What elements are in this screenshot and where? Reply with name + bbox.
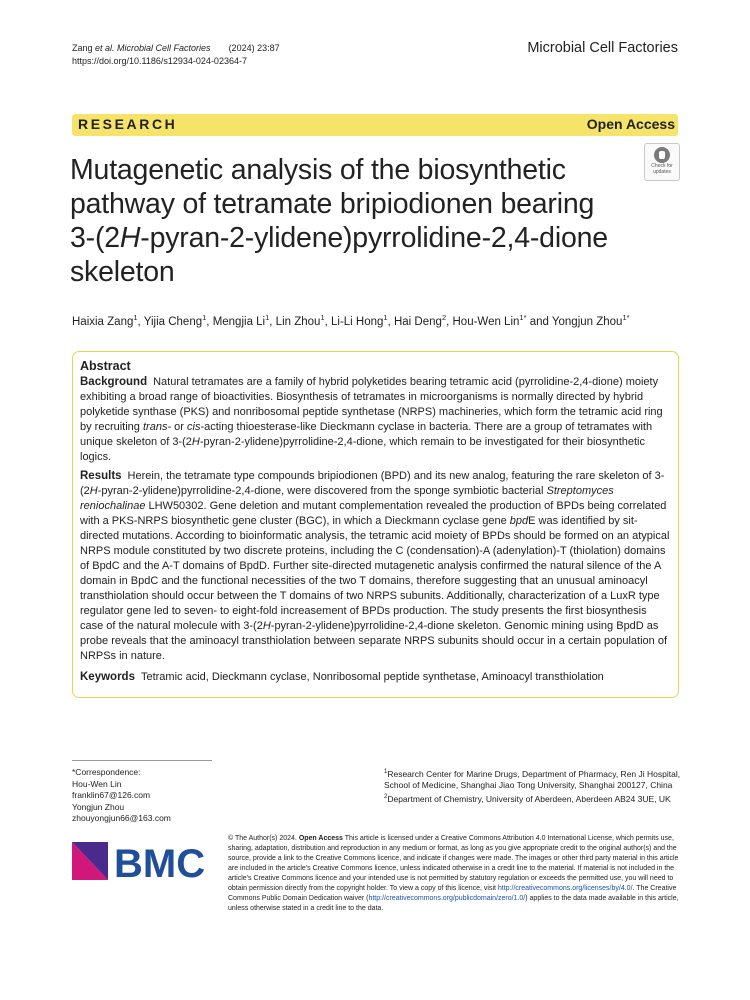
results-text: E was identified by sit-directed mutations. According to bioinformatic analysis, the tetramic acid moiety of BPDs should be formed on an atypical NRPS module constituted by two discrete proteins, including the C (condensation)-A (adenylation)-T (thiolation) domains of BpdC and the A-T domains of BpdD. Further site-directed mutagenetic analysis confirmed the natural silence of the A domain in BpdC and the functional necessities of the two T domains, therefore suggesting that an unusual aminoacyl transthiolation should occur between the T domains of two NRPS subunits. Additionally, characterization of a LuxR type regulator gene led to seven- to eight-fold increasement of BPDs production. The study presents the first biosynthesis case of the natural molecule with 3-(2 [80, 515, 670, 632]
license-link[interactable]: http://creativecommons.org/licenses/by/4.0/ [497, 885, 633, 892]
author: Li-Li Hong [331, 315, 384, 328]
title-line-3-post: -pyran-2-ylidene)pyrrolidine-2,4-dione [140, 222, 608, 254]
abstract-keywords [80, 670, 672, 685]
author-affil: 1 [383, 313, 388, 322]
background-label: Background [80, 376, 148, 388]
bmc-logo [72, 840, 212, 884]
license-text: ) applies to the data made available in this article, unless otherwise stated in a credit line to the data. [228, 895, 679, 912]
check-for-updates-badge[interactable] [644, 143, 680, 181]
open-access-label: Open Access [586, 116, 675, 132]
author: Yongjun Zhou [551, 315, 623, 328]
correspondence-label: *Correspondence: [72, 767, 141, 777]
results-italic: H [89, 485, 98, 497]
title-line-3-pre: 3-(2 [70, 222, 120, 254]
correspondence-email[interactable]: zhouyongjun66@163.com [72, 813, 171, 823]
affiliation-text: Research Center for Marine Drugs, Department of Pharmacy, Ren Ji Hospital, School of Medicine, Shanghai Jiao Tong University, Shanghai 200127, China [384, 768, 681, 791]
correspondence-name: Hou-Wen Lin [72, 778, 122, 789]
citation-year: (2024) 23:87 [228, 43, 280, 53]
keywords-label: Keywords [80, 671, 135, 683]
results-text: -pyran-2-ylidene)pyrrolidine-2,4-dione, were discovered from the sponge symbiotic bacterial [97, 485, 547, 497]
correspondence-name: Yongjun Zhou [72, 801, 125, 812]
running-header [72, 42, 280, 68]
affiliation-text: Department of Chemistry, University of Aberdeen, Aberdeen AB24 3UE, UK [387, 793, 671, 804]
background-italic: cis [187, 421, 201, 433]
author-affil: 1* [519, 313, 527, 322]
license-oa-label: Open Access [298, 835, 343, 842]
correspondence [72, 767, 171, 825]
license-copyright: © The Author(s) 2024. [228, 835, 297, 842]
license-text: . The Creative Commons Public Domain Dedication waiver ( [228, 885, 677, 902]
background-text: Natural tetramates are a family of hybrid polyketides bearing tetramic acid (pyrrolidine-2,4-dione) moiety exhibiting a broad range of bioactivities. Biosynthesis of tetramates in microorganisms is normally directed by hybrid polyketide synthase (PKS) and nonribosomal peptide synthetase (NRPS) machineries, which form the tetramic acid ring by recruiting [80, 376, 663, 433]
author: Hou-Wen Lin [452, 315, 520, 328]
title-line-2: pathway of tetramate bripiodionen bearing [70, 188, 595, 220]
check-for-updates-label: Check for updates [651, 163, 673, 175]
affiliation-number: 2 [384, 793, 388, 800]
title-line-3-italic: H [119, 222, 141, 254]
background-italic: trans- [142, 421, 172, 433]
citation-journal: et al. Microbial Cell Factories [95, 43, 211, 53]
footnote-divider [72, 760, 212, 761]
article-title [70, 153, 640, 289]
logo-text: BMC [114, 842, 206, 884]
author-affil: 1 [265, 313, 270, 322]
author: Yijia Cheng [143, 315, 203, 328]
author: Haixia Zang [72, 315, 134, 328]
citation-authors: Zang [72, 43, 96, 53]
crossmark-icon [654, 147, 670, 163]
background-italic: H [191, 436, 200, 448]
results-italic: H [262, 620, 271, 632]
authors-and: and [529, 315, 549, 328]
results-italic: bpd [509, 515, 529, 527]
affiliation [384, 792, 684, 805]
background-text: -pyran-2-ylidene)pyrrolidine-2,4-dione, which remain to be investigated for their biosynthetic logics. [80, 436, 645, 463]
correspondence-email[interactable]: franklin67@126.com [72, 790, 151, 800]
journal-name: Microbial Cell Factories [527, 40, 678, 56]
results-label: Results [80, 470, 122, 482]
results-text: -pyran-2-ylidene)pyrrolidine-2,4-dione skeleton. Genomic mining using BpdD as probe reveals that the aminoacyl transthiolation between separate NRPS subunits should occur in a certain population of NRPSs in nature. [80, 620, 668, 662]
abstract-box [72, 351, 679, 698]
keywords-text: Tetramic acid, Dieckmann cyclase, Nonribosomal peptide synthetase, Aminoacyl transthiolation [140, 671, 604, 683]
author-affil: 2 [441, 313, 447, 322]
license-notice [228, 834, 684, 914]
affiliation [384, 767, 684, 792]
abstract-results [80, 469, 672, 664]
section-banner [72, 114, 678, 136]
affiliation-number: 1 [384, 769, 388, 775]
abstract-heading: Abstract [80, 359, 131, 373]
background-text: or [171, 421, 188, 433]
license-text: This article is licensed under a Creative Commons Attribution 4.0 International License, which permits use, sharing, adaptation, distribution and reproduction in any medium or format, as long as you give appropriate credit to the original author(s) and the source, provide a link to the Creative Commons licence, and indicate if changes were made. The images or other third party material in this article are included in the article's Creative Commons licence, unless indicated otherwise in a credit line to the material. If material is not included in the article's Creative Commons licence and your intended use is not permitted by statutory regulation or exceeds the permitted use, you will need to obtain permission directly from the copyright holder. To view a copy of this licence, visit [228, 835, 679, 892]
author-affil: 1 [133, 313, 138, 322]
author-list: Haixia Zang$^1$, Yijia Cheng$^1$, Mengjia Li$^1$, Lin Zhou$^1$, Li-Li Hong$^1$, Hai Deng$^2$, Hou-Wen Lin$^{1*}$ and Yongjun Zhou$^{1*}$ [72, 313, 630, 328]
citation-line [72, 42, 280, 55]
author: Mengjia Li [212, 315, 266, 328]
title-line-4: skeleton [70, 256, 175, 288]
abstract-background [80, 375, 672, 465]
section-label: RESEARCH [78, 116, 178, 132]
title-line-1: Mutagenetic analysis of the biosynthetic [70, 154, 566, 186]
author-affil: 1* [622, 313, 630, 322]
results-text: Herein, the tetramate type compounds bripiodionen (BPD) and its new analog, featuring the rare skeleton of 3-(2 [80, 470, 665, 497]
author-affil: 1 [320, 313, 325, 322]
author: Lin Zhou [275, 315, 321, 328]
results-text: LHW50302. Gene deletion and mutant complementation revealed the production of BPDs being correlated with a PKS-NRPS biosynthetic gene cluster (BGC), in which a Dieckmann cyclase gene [80, 500, 667, 527]
affiliations [384, 767, 684, 805]
doi-link[interactable]: https://doi.org/10.1186/s12934-024-02364-7 [72, 56, 247, 66]
waiver-link[interactable]: http://creativecommons.org/publicdomain/zero/1.0/ [368, 895, 526, 902]
author-affil: 1 [202, 313, 207, 322]
results-italic: Streptomyces reniochalinae [80, 485, 614, 512]
author: Hai Deng [393, 315, 442, 328]
background-text: -acting thioesterase-like Dieckmann cyclase in bacteria. There are a group of tetramates with unique skeleton of 3-(2 [80, 421, 653, 448]
